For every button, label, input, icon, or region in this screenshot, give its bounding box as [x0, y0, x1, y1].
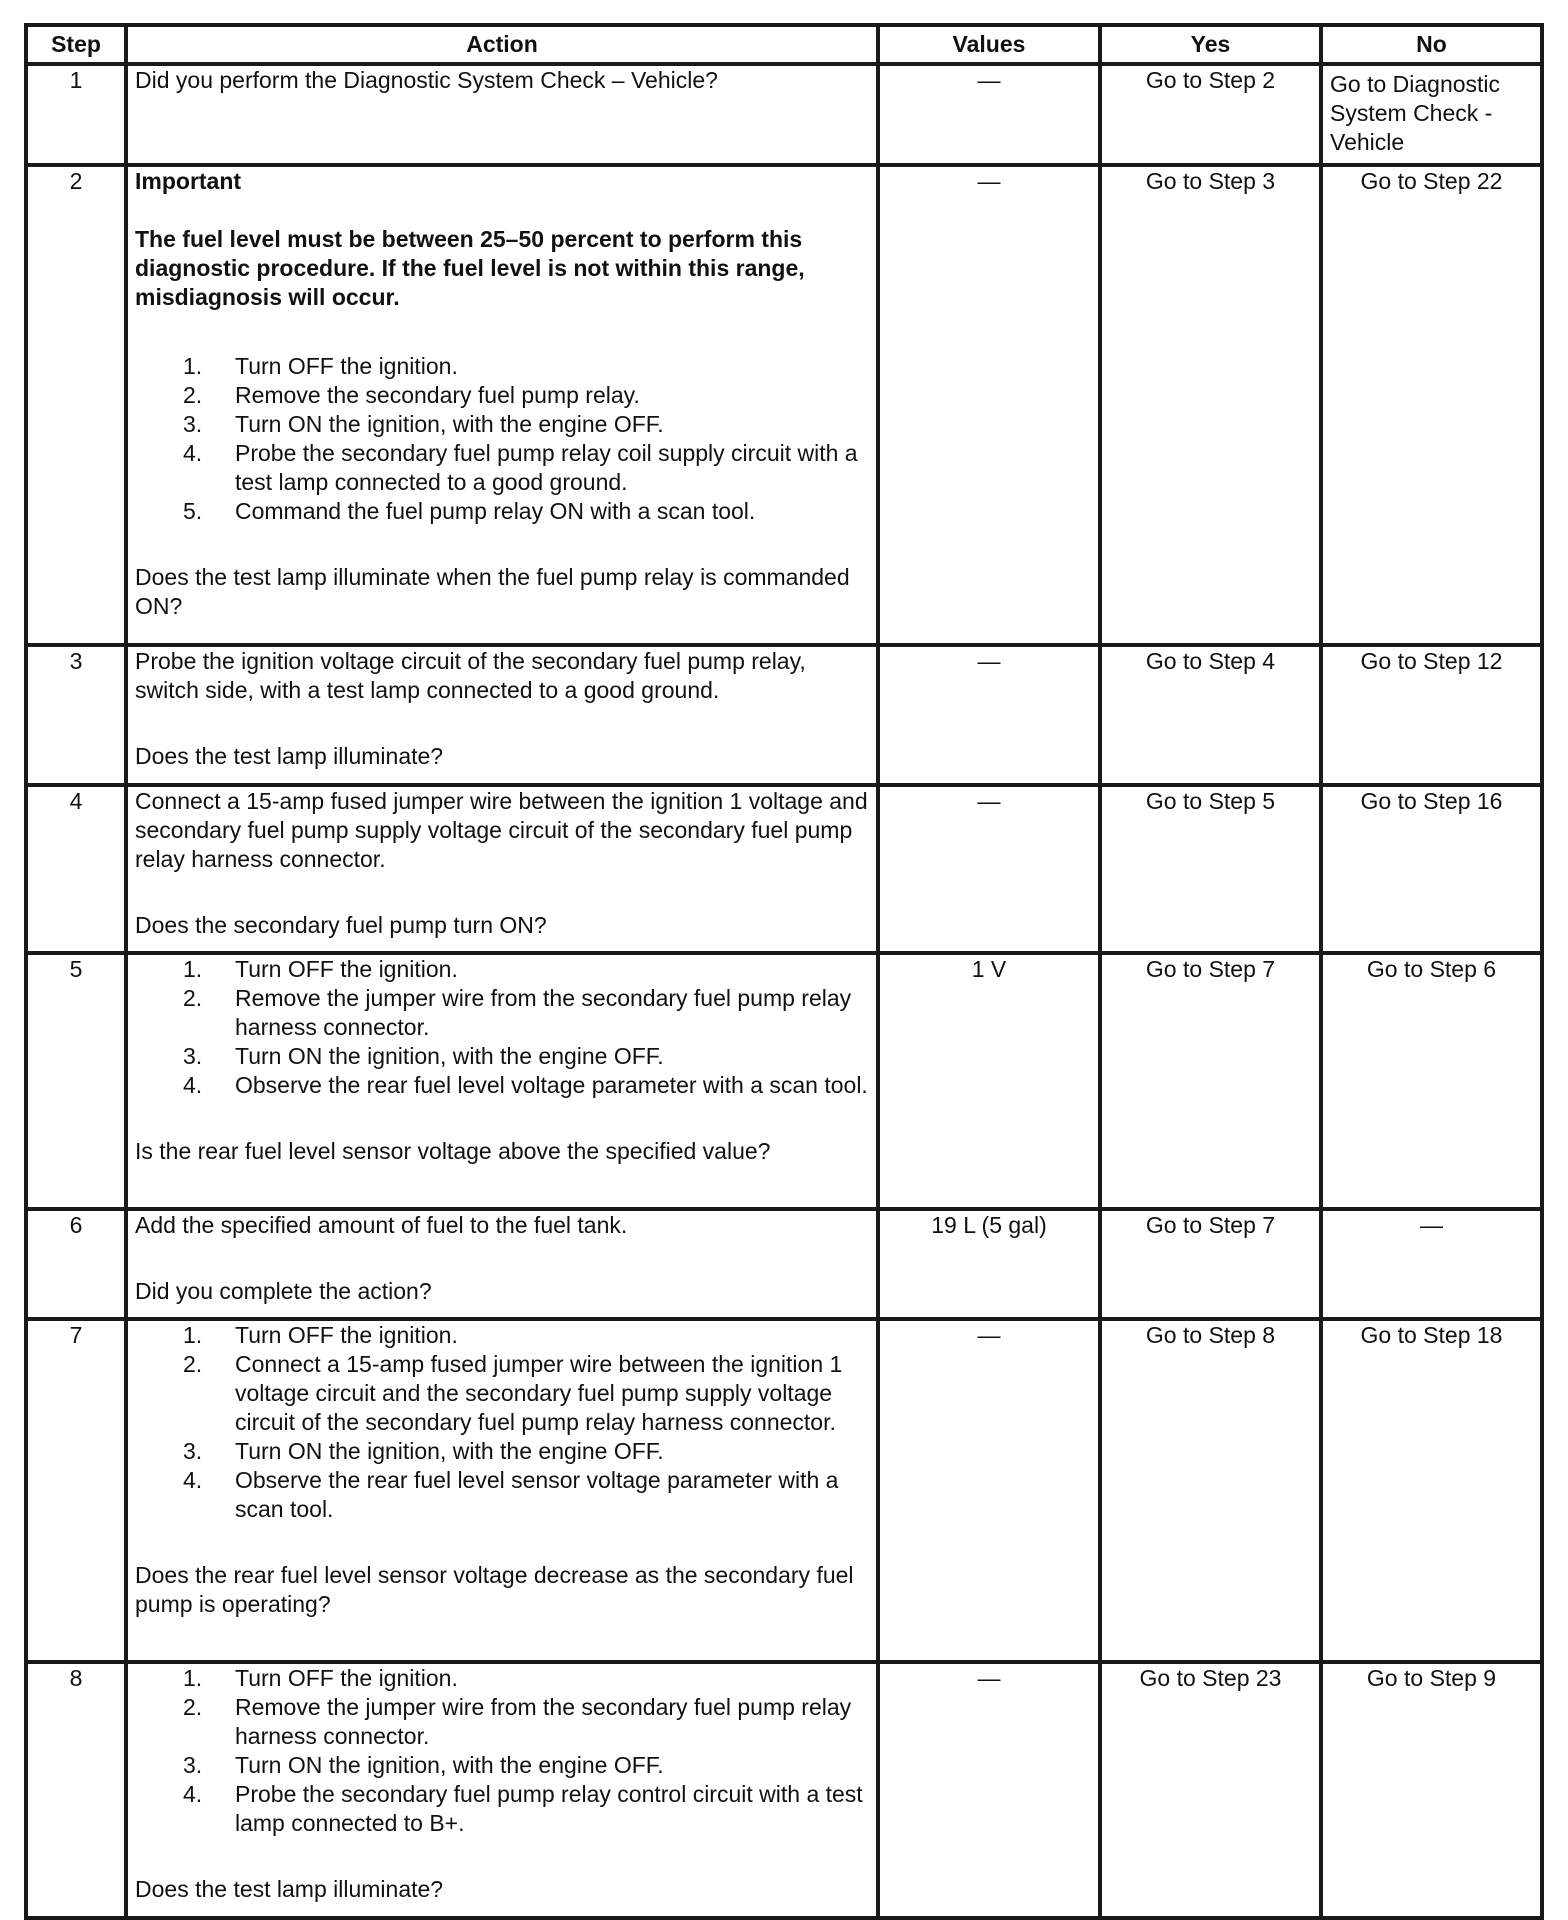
action-cell — [126, 165, 878, 645]
list-item: 3. Turn ON the ignition, with the engine OFF. — [183, 1043, 664, 1069]
no-link[interactable]: Go to Step 9 — [1321, 1662, 1542, 1918]
value-cell: — — [878, 165, 1100, 645]
table-row — [26, 165, 1542, 645]
yes-link[interactable]: Go to Step 5 — [1100, 785, 1321, 953]
yes-link[interactable]: Go to Step 3 — [1100, 165, 1321, 645]
important-text: The fuel level must be between 25–50 percent to perform this diagnostic procedure. If the fuel level is not within this range, misdiagnosis will occur. — [135, 226, 805, 310]
question-text: Does the test lamp illuminate when the fuel pump relay is commanded ON? — [135, 564, 850, 619]
header-row — [26, 25, 1542, 64]
action-cell — [126, 1319, 878, 1662]
action-cell — [126, 1209, 878, 1319]
header-action: Action — [126, 25, 878, 64]
table-row — [26, 1319, 1542, 1662]
important-label: Important — [135, 168, 242, 194]
action-cell — [126, 64, 878, 165]
step-number: 2 — [26, 165, 126, 645]
question-text: Does the rear fuel level sensor voltage decrease as the secondary fuel pump is operating? — [135, 1562, 854, 1617]
list-item: 2. Remove the jumper wire from the secondary fuel pump relay harness connector. — [183, 985, 852, 1040]
no-link[interactable]: Go to Step 18 — [1321, 1319, 1542, 1662]
no-link[interactable]: Go to Step 12 — [1321, 645, 1542, 785]
question-text: Is the rear fuel level sensor voltage above the specified value? — [135, 1138, 771, 1164]
action-text: Probe the ignition voltage circuit of the secondary fuel pump relay, switch side, with a test lamp connected to a good ground. — [135, 648, 806, 703]
action-cell — [126, 645, 878, 785]
yes-link[interactable]: Go to Step 23 — [1100, 1662, 1321, 1918]
step-number: 4 — [26, 785, 126, 953]
action-cell — [126, 1662, 878, 1918]
no-link[interactable]: Go to Step 6 — [1321, 953, 1542, 1209]
yes-link[interactable]: Go to Step 7 — [1100, 953, 1321, 1209]
list-item: 4. Probe the secondary fuel pump relay coil supply circuit with a test lamp connected to a good ground. — [183, 440, 858, 495]
list-item: 1. Turn OFF the ignition. — [183, 1665, 458, 1691]
step-number: 3 — [26, 645, 126, 785]
value-cell: 19 L (5 gal) — [878, 1209, 1100, 1319]
list-item: 3. Turn ON the ignition, with the engine OFF. — [183, 411, 664, 437]
no-link[interactable]: Go to Diagnostic System Check - Vehicle — [1321, 64, 1542, 165]
list-item: 4. Probe the secondary fuel pump relay control circuit with a test lamp connected to B+. — [183, 1781, 863, 1836]
step-number: 7 — [26, 1319, 126, 1662]
no-link[interactable]: Go to Step 22 — [1321, 165, 1542, 645]
question-text: Does the secondary fuel pump turn ON? — [135, 912, 547, 938]
step-number: 6 — [26, 1209, 126, 1319]
procedure-list — [135, 1321, 869, 1524]
question-text: Does the test lamp illuminate? — [135, 1876, 444, 1902]
list-item: 3. Turn ON the ignition, with the engine OFF. — [183, 1752, 664, 1778]
value-cell: — — [878, 645, 1100, 785]
question-text: Did you complete the action? — [135, 1278, 432, 1304]
list-item: 4. Observe the rear fuel level sensor voltage parameter with a scan tool. — [183, 1467, 839, 1522]
no-link: — — [1321, 1209, 1542, 1319]
question-text: Does the test lamp illuminate? — [135, 743, 444, 769]
action-text: Add the specified amount of fuel to the fuel tank. — [135, 1212, 628, 1238]
table-row — [26, 785, 1542, 953]
action-cell — [126, 785, 878, 953]
yes-link[interactable]: Go to Step 4 — [1100, 645, 1321, 785]
action-cell — [126, 953, 878, 1209]
list-item: 2. Remove the secondary fuel pump relay. — [183, 382, 640, 408]
step-number: 1 — [26, 64, 126, 165]
list-item: 2. Remove the jumper wire from the secondary fuel pump relay harness connector. — [183, 1694, 852, 1749]
value-cell: — — [878, 1319, 1100, 1662]
list-item: 2. Connect a 15-amp fused jumper wire between the ignition 1 voltage circuit and the secondary fuel pump supply voltage circuit of the secondary fuel pump relay harness connector. — [183, 1351, 843, 1435]
value-cell: 1 V — [878, 953, 1100, 1209]
list-item: 1. Turn OFF the ignition. — [183, 956, 458, 982]
list-item: 5. Command the fuel pump relay ON with a scan tool. — [183, 498, 756, 524]
procedure-list — [135, 955, 869, 1100]
no-link[interactable]: Go to Step 16 — [1321, 785, 1542, 953]
step-number: 8 — [26, 1662, 126, 1918]
yes-link[interactable]: Go to Step 8 — [1100, 1319, 1321, 1662]
diagnostic-table — [24, 23, 1544, 1920]
list-item: 1. Turn OFF the ignition. — [183, 1322, 458, 1348]
list-item: 1. Turn OFF the ignition. — [183, 353, 458, 379]
table-row — [26, 953, 1542, 1209]
action-text: Connect a 15-amp fused jumper wire between the ignition 1 voltage and secondary fuel pump supply voltage circuit of the secondary fuel pump relay harness connector. — [135, 788, 868, 872]
procedure-list — [135, 1664, 869, 1838]
table-row — [26, 64, 1542, 165]
procedure-list — [135, 352, 869, 526]
value-cell: — — [878, 785, 1100, 953]
table-row — [26, 645, 1542, 785]
value-cell: — — [878, 1662, 1100, 1918]
yes-link[interactable]: Go to Step 7 — [1100, 1209, 1321, 1319]
yes-link[interactable]: Go to Step 2 — [1100, 64, 1321, 165]
action-text: Did you perform the Diagnostic System Check – Vehicle? — [135, 67, 718, 93]
step-number: 5 — [26, 953, 126, 1209]
table-row — [26, 1209, 1542, 1319]
header-values: Values — [878, 25, 1100, 64]
header-yes: Yes — [1100, 25, 1321, 64]
list-item: 3. Turn ON the ignition, with the engine OFF. — [183, 1438, 664, 1464]
header-no: No — [1321, 25, 1542, 64]
value-cell: — — [878, 64, 1100, 165]
list-item: 4. Observe the rear fuel level voltage parameter with a scan tool. — [183, 1072, 868, 1098]
table-row — [26, 1662, 1542, 1918]
header-step: Step — [26, 25, 126, 64]
